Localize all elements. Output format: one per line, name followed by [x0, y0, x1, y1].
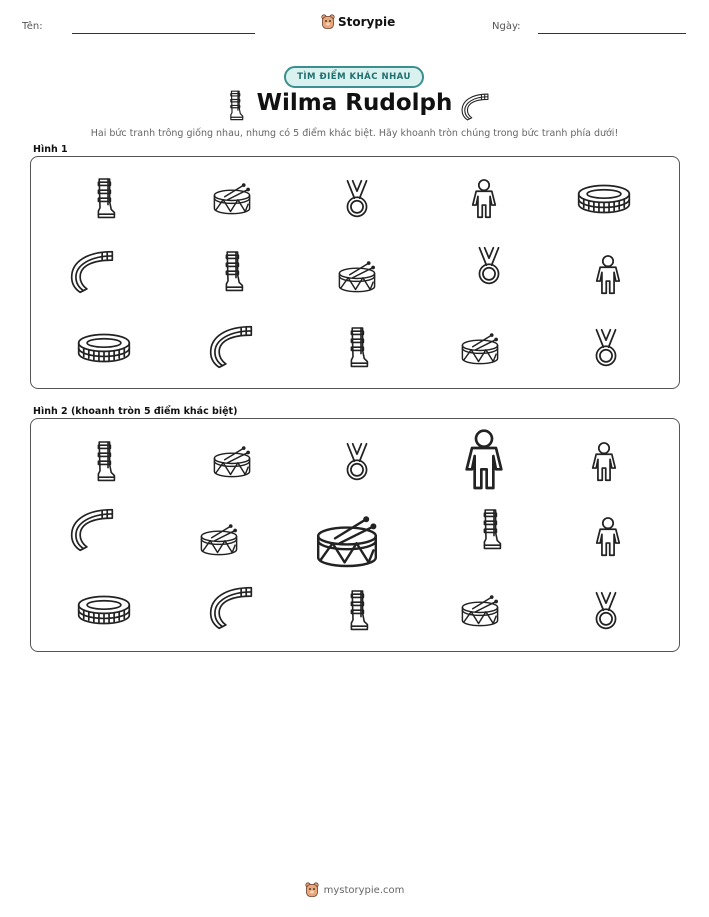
bear-logo-icon	[321, 14, 335, 30]
footer	[0, 882, 709, 898]
leg-brace-icon	[226, 90, 244, 122]
medal-icon	[344, 176, 370, 222]
person-icon	[471, 177, 497, 221]
person-icon[interactable]	[591, 440, 617, 484]
running-track-icon[interactable]	[70, 507, 114, 553]
activity-badge: TÌM ĐIỂM KHÁC NHAU	[284, 66, 424, 88]
stadium-icon[interactable]	[77, 591, 131, 629]
drum-icon	[335, 257, 379, 297]
person-icon[interactable]	[595, 515, 621, 559]
medal-icon[interactable]	[593, 588, 619, 634]
running-track-icon	[209, 324, 253, 370]
leg-brace-icon[interactable]	[478, 506, 502, 554]
drum-icon[interactable]	[197, 520, 241, 560]
medal-icon	[593, 325, 619, 371]
logo-text: Storypie	[338, 15, 396, 29]
bear-logo-icon	[305, 882, 319, 898]
section1-label: Hình 1	[33, 144, 68, 155]
stadium-icon	[577, 180, 631, 218]
medal-icon	[476, 243, 502, 289]
date-line[interactable]	[538, 33, 686, 34]
drum-icon[interactable]	[311, 509, 383, 575]
page-title: Wilma Rudolph	[256, 90, 453, 116]
running-track-icon	[460, 93, 490, 121]
leg-brace-icon	[345, 324, 369, 372]
leg-brace-icon[interactable]	[92, 438, 116, 486]
drum-icon[interactable]	[458, 591, 502, 631]
drum-icon	[458, 329, 502, 369]
name-line[interactable]	[72, 33, 255, 34]
name-label: Tên:	[22, 21, 43, 32]
medal-icon[interactable]	[344, 439, 370, 485]
person-icon	[595, 253, 621, 297]
running-track-icon	[460, 93, 490, 121]
drum-icon	[210, 179, 254, 219]
footer-url[interactable]: mystorypie.com	[323, 884, 405, 896]
drum-icon[interactable]	[210, 442, 254, 482]
instructions: Hai bức tranh trông giống nhau, nhưng có 5 điểm khác biệt. Hãy khoanh tròn chúng trong bức tranh phía dưới!	[90, 128, 619, 139]
storypie-logo	[321, 14, 395, 30]
leg-brace-icon[interactable]	[345, 587, 369, 635]
running-track-icon	[70, 249, 114, 295]
running-track-icon[interactable]	[209, 585, 253, 631]
section2-label: Hình 2 (khoanh tròn 5 điểm khác biệt)	[33, 406, 238, 417]
leg-brace-icon	[220, 248, 244, 296]
stadium-icon	[77, 329, 131, 367]
person-icon[interactable]	[464, 429, 504, 491]
date-label: Ngày:	[492, 21, 521, 32]
leg-brace-icon	[92, 175, 116, 223]
leg-brace-icon	[226, 90, 244, 122]
